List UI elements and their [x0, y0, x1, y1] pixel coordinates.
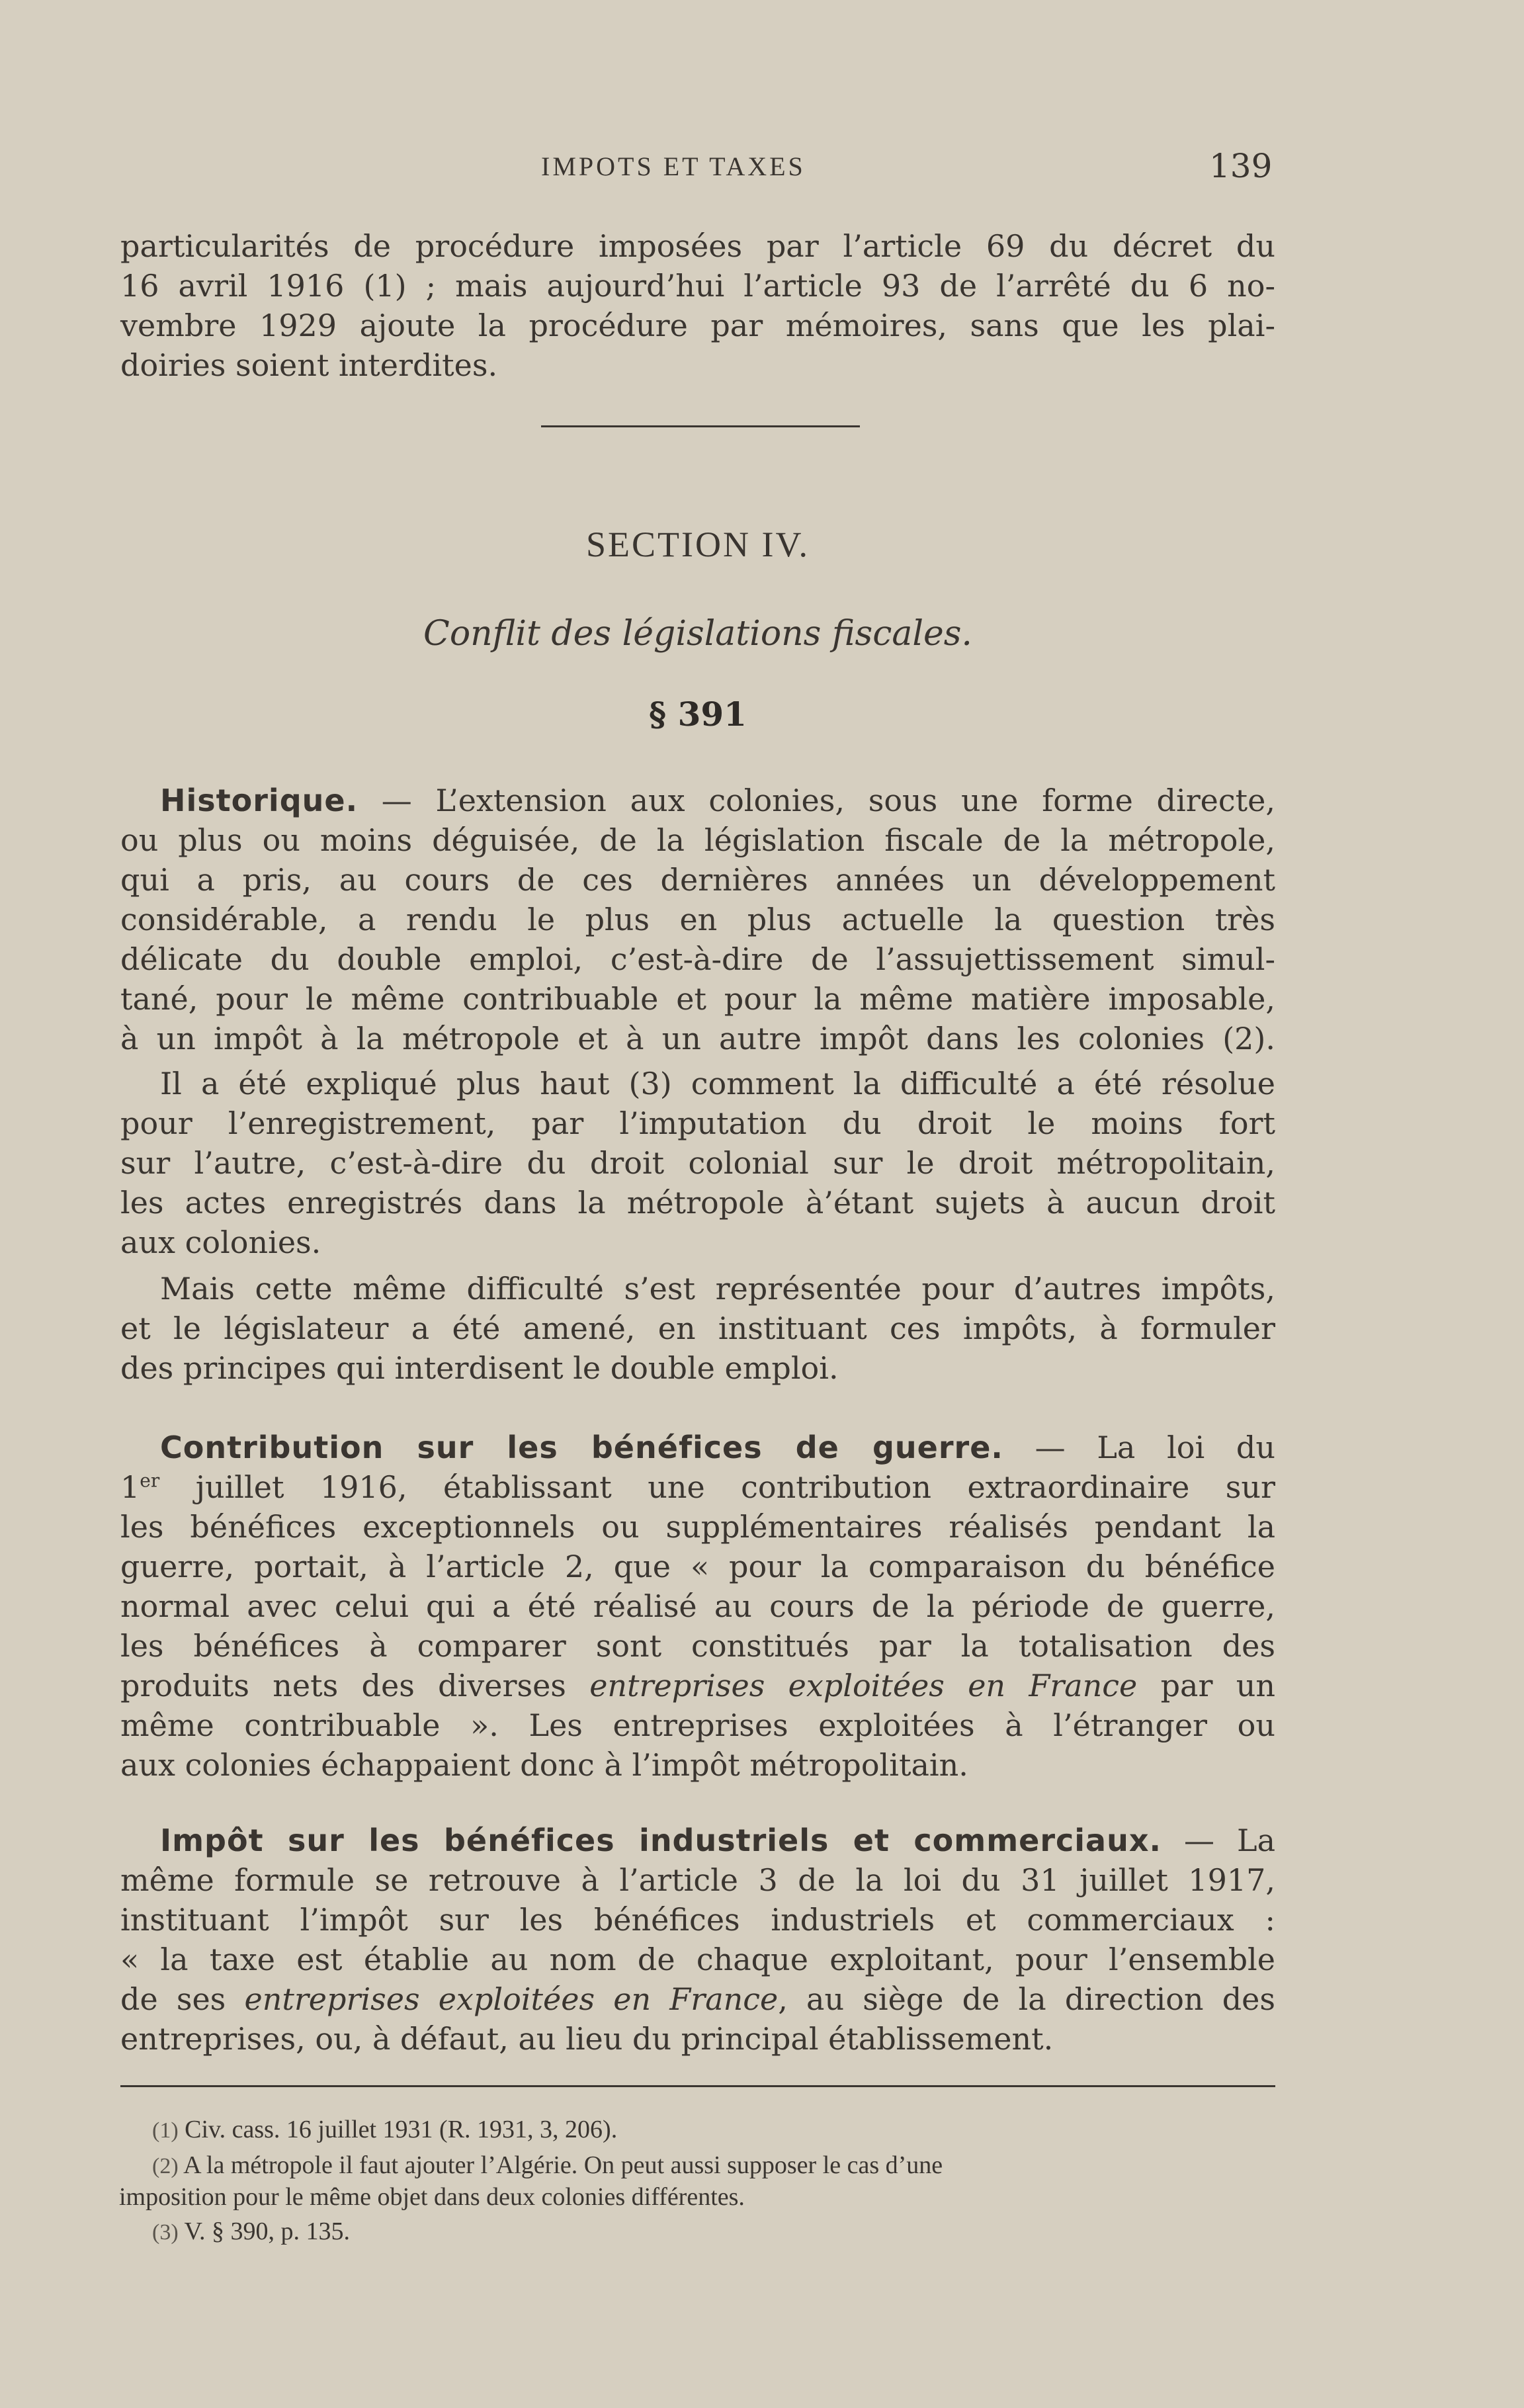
footnotes: [119, 2114, 943, 2248]
paragraph-number: § 391: [649, 695, 747, 734]
running-header-title: IMPOTS ET TAXES: [541, 151, 806, 181]
text-line: ou plus ou moins déguisée, de la législation fiscale de la métropole,: [120, 822, 1275, 858]
text-line: même contribuable ». Les entreprises exploitées à l’étranger ou: [120, 1707, 1275, 1743]
footnote-2: (2) A la métropole il faut ajouter l’Algérie. On peut aussi supposer le cas d’une: [152, 2151, 943, 2179]
text-line: aux colonies échappaient donc à l’impôt métropolitain.: [120, 1747, 968, 1783]
text-line: aux colonies.: [120, 1225, 321, 1260]
intro-paragraph: [120, 226, 1275, 385]
text-line: normal avec celui qui a été réalisé au cours de la période de guerre,: [120, 1588, 1275, 1624]
text-line: Il a été expliqué plus haut (3) comment la difficulté a été résolue: [160, 1066, 1275, 1101]
page-number: 139: [1209, 147, 1273, 185]
footnote-3: (3) V. § 390, p. 135.: [152, 2217, 351, 2245]
text-line: considérable, a rendu le plus en plus actuelle la question très: [120, 902, 1275, 937]
text-line: même formule se retrouve à l’article 3 de la loi du 31 juillet 1917,: [120, 1862, 1275, 1898]
section-separator-rule: [541, 425, 860, 427]
impot-benefices-heading: Impôt sur les bénéfices industriels et commerciaux.: [160, 1823, 1162, 1858]
text-line: sur l’autre, c’est-à-dire du droit colonial sur le droit métropolitain,: [120, 1145, 1275, 1181]
text-line: 1er juillet 1916, établissant une contribution extraordinaire sur: [120, 1469, 1275, 1505]
text-line: de ses entreprises exploitées en France, au siège de la direction des: [120, 1981, 1275, 2017]
footnote-2-continued: imposition pour le même objet dans deux colonies différentes.: [119, 2183, 745, 2211]
text-line: pour l’enregistrement, par l’imputation du droit le moins fort: [120, 1105, 1275, 1141]
contribution-heading: Contribution sur les bénéfices de guerre.: [160, 1430, 1003, 1465]
text-line: les bénéfices exceptionnels ou supplémentaires réalisés pendant la: [120, 1509, 1275, 1545]
text-line: vembre 1929 ajoute la procédure par mémoires, sans que les plai-: [120, 308, 1275, 343]
historique-heading: Historique.: [160, 783, 359, 818]
footnote-1: (1) Civ. cass. 16 juillet 1931 (R. 1931, 3, 206).: [152, 2116, 618, 2143]
text-line: qui a pris, au cours de ces dernières années un développement: [120, 862, 1275, 898]
section-subtitle: Conflit des législations fiscales.: [423, 614, 972, 654]
text-line: délicate du double emploi, c’est-à-dire de l’assujettissement simul-: [120, 941, 1275, 977]
text-line: les actes enregistrés dans la métropole à’étant sujets à aucun droit: [120, 1185, 1275, 1221]
text-line: guerre, portait, à l’article 2, que « pour la comparaison du bénéfice: [120, 1549, 1275, 1584]
text-line: les bénéfices à comparer sont constitués par la totalisation des: [120, 1628, 1275, 1664]
text-line: à un impôt à la métropole et à un autre impôt dans les colonies (2).: [120, 1021, 1275, 1056]
historique-paragraph: [120, 781, 1275, 1058]
text-line: 16 avril 1916 (1) ; mais aujourd’hui l’article 93 de l’arrêté du 6 no-: [120, 268, 1275, 304]
text-line: Mais cette même difficulté s’est représentée pour d’autres impôts,: [160, 1271, 1275, 1307]
impot-benefices-paragraph: [120, 1821, 1275, 2059]
text-line: Contribution sur les bénéfices de guerre. — La loi du: [160, 1430, 1275, 1465]
text-line: « la taxe est établie au nom de chaque exploitant, pour l’ensemble: [120, 1942, 1275, 1977]
text-line: particularités de procédure imposées par l’article 69 du décret du: [120, 228, 1275, 264]
text-line: tané, pour le même contribuable et pour la même matière imposable,: [120, 981, 1275, 1017]
section-title: SECTION IV.: [585, 525, 810, 564]
text-line: instituant l’impôt sur les bénéfices industriels et commerciaux :: [120, 1902, 1275, 1938]
text-line: produits nets des diverses entreprises exploitées en France par un: [120, 1668, 1275, 1703]
enregistrement-paragraph: [120, 1064, 1275, 1262]
contribution-paragraph: [120, 1428, 1275, 1785]
footnote-rule: [120, 2085, 1275, 2087]
text-line: Impôt sur les bénéfices industriels et commerciaux. — La: [160, 1823, 1275, 1858]
text-line: des principes qui interdisent le double emploi.: [120, 1350, 839, 1386]
text-line: Historique. — L’extension aux colonies, sous une forme directe,: [160, 783, 1275, 818]
autres-impots-paragraph: [120, 1269, 1275, 1388]
text-line: et le législateur a été amené, en instituant ces impôts, à formuler: [120, 1311, 1275, 1346]
text-line: doiries soient interdites.: [120, 347, 498, 383]
text-line: entreprises, ou, à défaut, au lieu du principal établissement.: [120, 2021, 1054, 2057]
